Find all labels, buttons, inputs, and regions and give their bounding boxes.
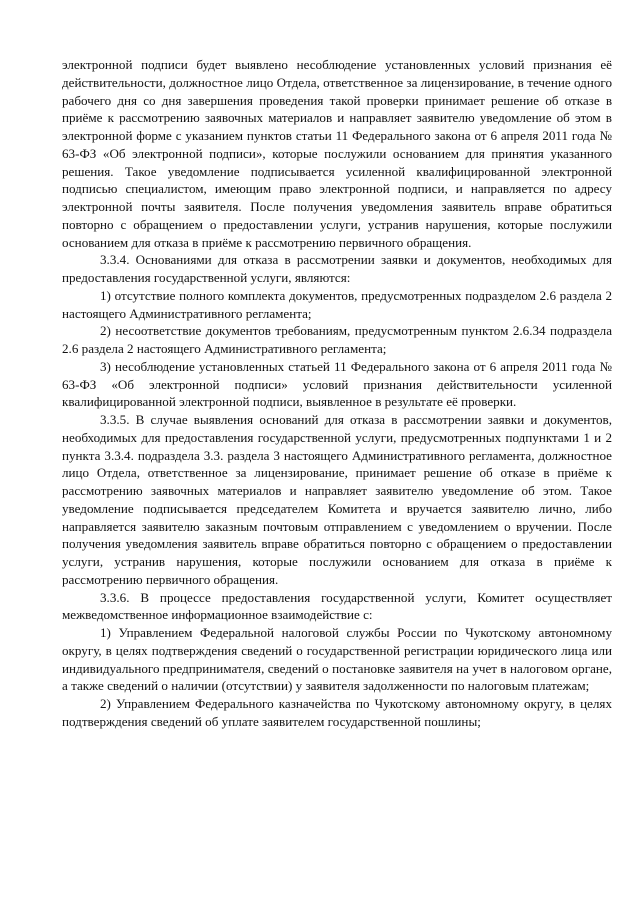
interaction-item-2: 2) Управлением Федерального казначейства по Чукотскому автономному округу, в целях подтверждения сведений об уплате заявителем государственной пошлины; (62, 696, 612, 729)
paragraph-continuation: электронной подписи будет выявлено несоблюдение установленных условий признания её действительности, должностное лицо Отдела, ответственное за лицензирование, в течение одного рабочего дня со дня завершения проведения такой проверки принимает решение об отказе в приёме к рассмотрению заявочных материалов и направляет заявителю уведомление об этом в электронной форме с указанием пунктов статьи 11 Федерального закона от 6 апреля 2011 года № 63-ФЗ «Об электронной подписи», которые послужили основанием для принятия указанного решения. Такое уведомление подписывается усиленной квалифицированной электронной подписью специалистом, имеющим право электронной подписи, и направляется по адресу электронной почты заявителя. После получения уведомления заявитель вправе обратиться повторно с обращением о предоставлении услуги, устранив нарушения, которые послужили основанием для отказа в приёме к рассмотрению первичного обращения. (62, 57, 612, 250)
paragraph-3-3-6: 3.3.6. В процессе предоставления государственной услуги, Комитет осуществляет межведомственное информационное взаимодействие с: (62, 589, 612, 623)
list-item-2: 2) несоответствие документов требованиям, предусмотренным пунктом 2.6.34 подраздела 2.6 раздела 2 настоящего Административного регламента; (62, 323, 612, 356)
list-item-1: 1) отсутствие полного комплекта документов, предусмотренных подразделом 2.6 раздела 2 настоящего Административного регламента; (62, 287, 612, 321)
interaction-item-1: 1) Управлением Федеральной налоговой службы России по Чукотскому автономному округу, в целях подтверждения сведений о государственной регистрации юридического лица или индивидуального предпринимателя, сведений о постановке заявителя на учет в налоговом органе, а также сведений о наличии (отсутствии) у заявителя задолженности по налоговым платежам; (62, 625, 612, 694)
list-item-3: 3) несоблюдение установленных статьей 11 Федерального закона от 6 апреля 2011 года № 63-ФЗ «Об электронной подписи» условий признания действительности усиленной квалифицированной электронной подписи, выявленное в результате её проверки. (62, 358, 612, 410)
document-body (62, 56, 612, 731)
paragraph-3-3-4: 3.3.4. Основаниями для отказа в рассмотрении заявки и документов, необходимых для предоставления государственной услуги, являются: (62, 252, 612, 285)
paragraph-3-3-5: 3.3.5. В случае выявления оснований для отказа в рассмотрении заявки и документов, необходимых для предоставления государственной услуги, предусмотренных подпунктами 1 и 2 пункта 3.3.4. подраздела 3.3. раздела 3 настоящего Административного регламента, должностное лицо Отдела, ответственное за лицензирование, принимает решение об отказе в приёме к рассмотрению заявочных материалов и направляет заявителю уведомление об этом. Такое уведомление подписывается председателем Комитета и вручается заявителю лично, либо направляется заявителю заказным почтовым отправлением с уведомлением о вручении. После получения уведомления заявитель вправе обратиться повторно с обращением о предоставлении услуги, устранив нарушения, которые послужили основанием для отказа в приёме к рассмотрению первичного обращения. (62, 412, 612, 587)
